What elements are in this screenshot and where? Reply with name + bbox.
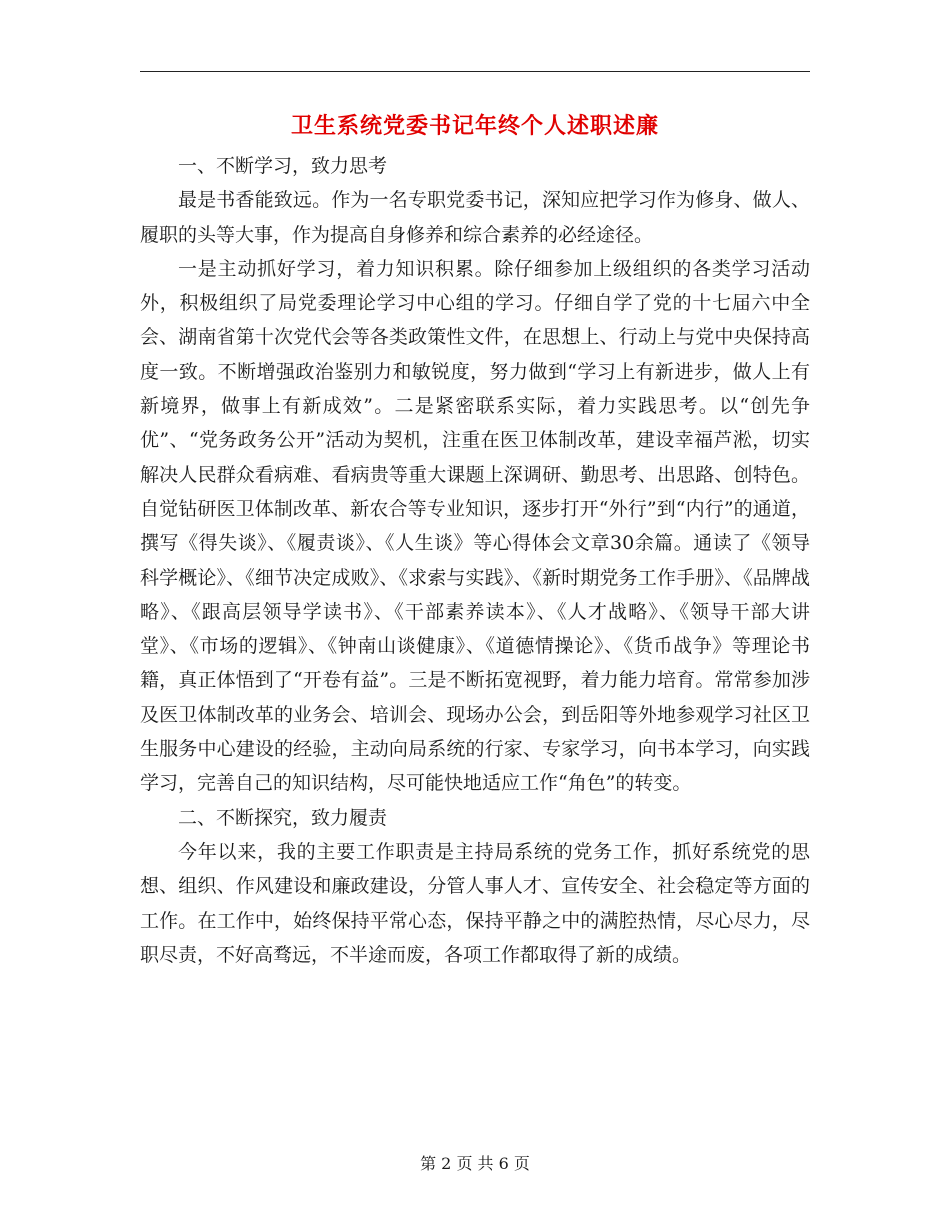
section-heading-2: 二、不断探究，致力履责 (178, 806, 388, 829)
section-heading-1: 一、不断学习，致力思考 (178, 155, 388, 177)
header-rule (140, 71, 810, 72)
paragraph-3: 今年以来，我的主要工作职责是主持局系统的党务工作，抓好系统党的思想、组织、作风建设和廉政建设，分管人事人才、宣传安全、社会稳定等方面的工作。在工作中，始终保持平常心态，保持平静之中的满腔热情，尽心尽力，尽职尽责，不好高骛远，不半途而废，各项工作都取得了新的成绩。 (140, 840, 810, 966)
document-body (140, 149, 810, 972)
paragraph-1: 最是书香能致远。作为一名专职党委书记，深知应把学习作为修身、做人、履职的头等大事，作为提高自身修养和综合素养的必经途径。 (140, 189, 810, 246)
paragraph-2: 一是主动抓好学习，着力知识积累。除仔细参加上级组织的各类学习活动外，积极组织了局党委理论学习中心组的学习。仔细自学了党的十七届六中全会、湖南省第十次党代会等各类政策性文件，在思想上、行动上与党中央保持高度一致。不断增强政治鉴别力和敏锐度，努力做到“学习上有新进步，做人上有新境界，做事上有新成效”。二是紧密联系实际，着力实践思考。以“创先争优”、“党务政务公开”活动为契机，注重在医卫体制改革，建设幸福芦淞，切实解决人民群众看病难、看病贵等重大课题上深调研、勤思考、出思路、创特色。自觉钻研医卫体制改革、新农合等专业知识，逐步打开“外行”到“内行”的通道，撰写《得失谈》、《履责谈》、《人生谈》等心得体会文章30余篇。通读了《领导科学概论》、《细节决定成败》、《求索与实践》、《新时期党务工作手册》、《品牌战略》、《跟高层领导学读书》、《干部素养读本》、《人才战略》、《领导干部大讲堂》、《市场的逻辑》、《钟南山谈健康》、《道德情操论》、《货币战争》等理论书籍，真正体悟到了“开卷有益”。三是不断拓宽视野，着力能力培育。常常参加涉及医卫体制改革的业务会、培训会、现场办公会，到岳阳等外地参观学习社区卫生服务中心建设的经验，主动向局系统的行家、专家学习，向书本学习，向实践学习，完善自己的知识结构，尽可能快地适应工作“角色”的转变。 (140, 257, 810, 795)
page-number-footer: 第 2 页 共 6 页 (420, 1154, 530, 1173)
document-title: 卫生系统党委书记年终个人述职述廉 (290, 114, 659, 139)
